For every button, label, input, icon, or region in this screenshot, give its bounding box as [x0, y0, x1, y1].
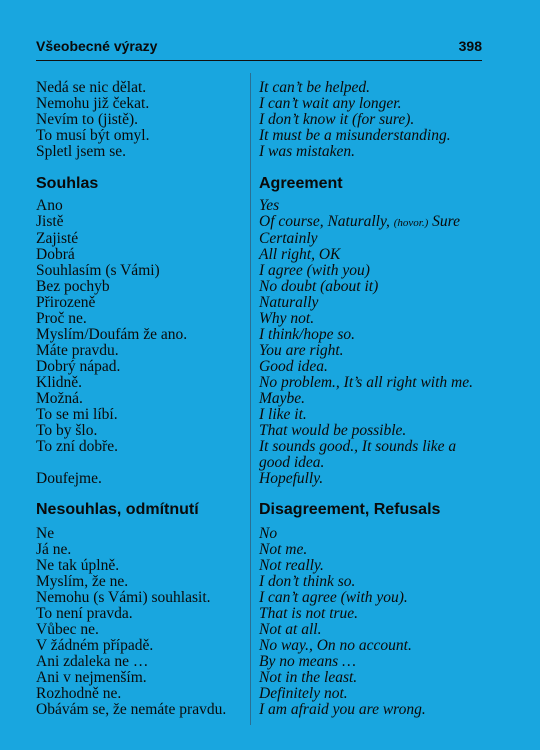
czech-phrase: Nevím to (jistě). [36, 111, 139, 128]
english-phrase: I can’t wait any longer. [259, 95, 402, 112]
phrase-row [36, 439, 486, 471]
phrase-row [36, 279, 486, 295]
english-phrase: Why not. [259, 310, 315, 327]
phrase-row [36, 526, 486, 542]
phrase-row [36, 295, 486, 311]
english-phrase: Not me. [259, 541, 308, 558]
czech-phrase: Zajisté [36, 230, 79, 247]
english-phrase: I don’t know it (for sure). [259, 111, 415, 128]
czech-phrase: To by šlo. [36, 422, 98, 439]
czech-phrase: To není pravda. [36, 605, 133, 622]
phrase-row [36, 558, 486, 574]
phrase-row [36, 574, 486, 590]
czech-phrase: Možná. [36, 390, 83, 407]
english-phrase: I think/hope so. [259, 326, 355, 343]
english-phrase [259, 214, 460, 231]
czech-phrase: V žádném případě. [36, 637, 154, 654]
czech-phrase: Nemohu již čekat. [36, 95, 150, 112]
czech-phrase: Ani zdaleka ne … [36, 653, 149, 670]
english-phrase: It can’t be helped. [259, 79, 371, 96]
czech-phrase: Jistě [36, 213, 64, 230]
czech-phrase: To musí být omyl. [36, 127, 150, 144]
english-phrase: No [259, 525, 278, 542]
english-phrase: Definitely not. [259, 685, 348, 702]
english-phrase: It must be a misunderstanding. [259, 127, 451, 144]
czech-phrase: Ani v nejmenším. [36, 669, 147, 686]
czech-phrase: Proč ne. [36, 310, 87, 327]
english-phrase: I like it. [259, 406, 307, 423]
phrase-row [36, 702, 486, 718]
czech-phrase: Ano [36, 197, 63, 214]
running-header [36, 36, 482, 61]
heading-czech: Souhlas [36, 175, 99, 192]
phrase-row [36, 423, 486, 439]
phrase-row [36, 112, 486, 128]
english-phrase: All right, OK [259, 246, 341, 263]
czech-phrase: To se mi líbí. [36, 406, 118, 423]
english-phrase: Not really. [259, 557, 324, 574]
phrase-row [36, 214, 486, 231]
agreement-heading [36, 175, 486, 193]
phrase-row [36, 391, 486, 407]
english-phrase: I don’t think so. [259, 573, 356, 590]
english-phrase: No doubt (about it) [259, 278, 379, 295]
phrase-row [36, 622, 486, 638]
czech-phrase: Obávám se, že nemáte pravdu. [36, 701, 227, 718]
english-phrase: Good idea. [259, 358, 328, 375]
phrase-row [36, 198, 486, 214]
english-phrase: It sounds good., It sounds like a good idea. [259, 438, 457, 471]
english-phrase: No problem., It’s all right with me. [259, 374, 473, 391]
czech-phrase: Přirozeně [36, 294, 96, 311]
english-phrase: I was mistaken. [259, 143, 356, 160]
czech-phrase: Máte pravdu. [36, 342, 119, 359]
phrase-row [36, 654, 486, 670]
phrase-row [36, 471, 486, 487]
phrase-row [36, 359, 486, 375]
czech-phrase: Ne [36, 525, 55, 542]
phrase-row [36, 542, 486, 558]
phrase-row [36, 670, 486, 686]
english-phrase: Not in the least. [259, 669, 358, 686]
phrase-row [36, 686, 486, 702]
heading-czech: Nesouhlas, odmítnutí [36, 501, 199, 518]
english-text: Of course, Naturally, [259, 213, 390, 230]
english-phrase: I am afraid you are wrong. [259, 701, 426, 718]
czech-phrase: Nedá se nic dělat. [36, 79, 147, 96]
english-phrase: That would be possible. [259, 422, 407, 439]
czech-phrase: Doufejme. [36, 470, 102, 487]
register-note: (hovor.) [393, 217, 429, 229]
phrase-row [36, 375, 486, 391]
section-title: Všeobecné výrazy [36, 38, 158, 54]
phrase-row [36, 144, 486, 160]
phrase-row [36, 263, 486, 279]
phrase-row [36, 327, 486, 343]
english-phrase: You are right. [259, 342, 344, 359]
column-divider [250, 73, 251, 725]
english-phrase: Yes [259, 197, 280, 214]
phrase-row [36, 311, 486, 327]
czech-phrase: Já ne. [36, 541, 72, 558]
english-phrase: I agree (with you) [259, 262, 370, 279]
page-number: 398 [458, 38, 482, 54]
phrase-row [36, 343, 486, 359]
english-phrase: Not at all. [259, 621, 322, 638]
czech-phrase: Souhlasím (s Vámi) [36, 262, 160, 279]
czech-phrase: Klidně. [36, 374, 83, 391]
czech-phrase: Spletl jsem se. [36, 143, 126, 160]
czech-phrase: Bez pochyb [36, 278, 110, 295]
phrase-row [36, 606, 486, 622]
czech-phrase: To zní dobře. [36, 438, 118, 455]
phrase-row [36, 638, 486, 654]
czech-phrase: Dobrá [36, 246, 75, 263]
heading-english: Agreement [259, 175, 343, 192]
english-phrase: Naturally [259, 294, 319, 311]
czech-phrase: Nemohu (s Vámi) souhlasit. [36, 589, 211, 606]
phrase-row [36, 231, 486, 247]
english-phrase: Hopefully. [259, 470, 324, 487]
czech-phrase: Rozhodně ne. [36, 685, 122, 702]
czech-phrase: Dobrý nápad. [36, 358, 121, 375]
english-phrase: Maybe. [259, 390, 306, 407]
english-phrase: By no means … [259, 653, 356, 670]
phrase-row [36, 247, 486, 263]
disagreement-heading [36, 501, 486, 519]
english-phrase: I can’t agree (with you). [259, 589, 408, 606]
disagreement-phrases [36, 526, 486, 718]
english-phrase: That is not true. [259, 605, 359, 622]
intro-phrases [36, 80, 486, 160]
english-phrase: Certainly [259, 230, 318, 247]
english-phrase: No way., On no account. [259, 637, 412, 654]
agreement-phrases [36, 198, 486, 487]
phrase-row [36, 80, 486, 96]
phrase-row [36, 590, 486, 606]
phrase-row [36, 128, 486, 144]
english-text: Sure [432, 213, 461, 230]
czech-phrase: Vůbec ne. [36, 621, 99, 638]
phrase-row [36, 407, 486, 423]
phrase-row [36, 96, 486, 112]
czech-phrase: Myslím, že ne. [36, 573, 129, 590]
czech-phrase: Myslím/Doufám že ano. [36, 326, 188, 343]
czech-phrase: Ne tak úplně. [36, 557, 120, 574]
heading-english: Disagreement, Refusals [259, 501, 441, 518]
